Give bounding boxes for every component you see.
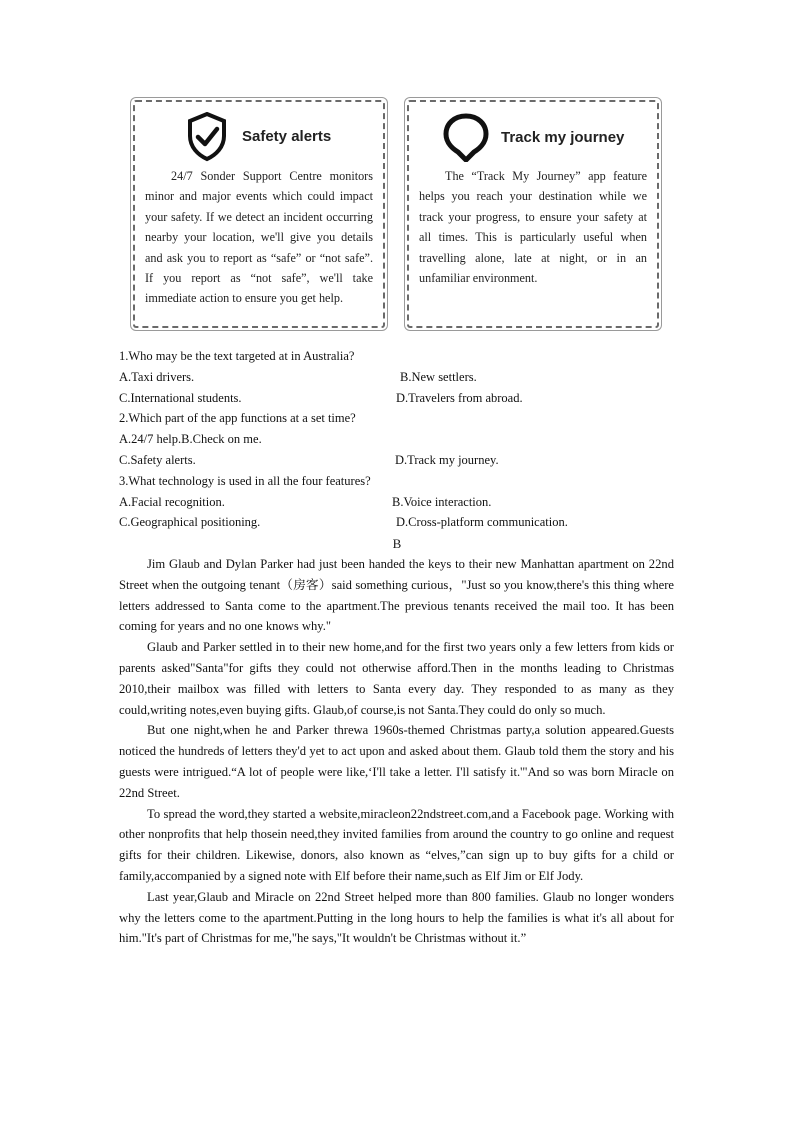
option-a: A.Taxi drivers. (119, 369, 195, 384)
map-pin-icon (441, 112, 491, 162)
safety-alerts-body (145, 166, 373, 309)
option-row (119, 367, 679, 388)
track-journey-title: Track my journey (501, 129, 625, 146)
question-stem: 2.Which part of the app functions at a set time? (119, 411, 356, 426)
passage-paragraph: Jim Glaub and Dylan Parker had just been handed the keys to their new Manhattan apartment on 22nd Street when the outgoing tenant（房客）said something curious，"Just so you know,there's this thing where letters addressed to Santa come to the apartment.The previous tenants received the mail too. It has been coming for years and no one knows why." (119, 557, 674, 634)
safety-alerts-text: 24/7 Sonder Support Centre monitors minor and major events which could impact your safety. If we detect an incident occurring nearby your location, we'll give you details and ask you to report as “safe” or “not safe”. If you report as “not safe”, we'll take immediate action to ensure you get help. (145, 169, 373, 306)
option-d: D.Cross-platform communication. (396, 515, 568, 530)
option-d: D.Travelers from abroad. (396, 390, 523, 405)
passage-paragraph: But one night,when he and Parker threwa 1960s-themed Christmas party,a solution appeared.Guests noticed the hundreds of letters they'd yet to act upon and asked about them. Glaub told them the story and his guests were intrigued.“A lot of people were like,‘I'll take a letter. I'll satisfy it.'"And so was born Miracle on 22nd Street. (119, 723, 674, 800)
passage-body (119, 554, 674, 949)
option-c: C.Geographical positioning. (119, 515, 261, 530)
question-stem: 1.Who may be the text targeted at in Australia? (119, 349, 355, 363)
option-row (119, 492, 679, 513)
track-journey-header (409, 112, 657, 162)
option-row (119, 388, 679, 409)
option-row (119, 429, 679, 450)
safety-alerts-card (133, 100, 385, 328)
passage-heading: B (392, 536, 402, 551)
option-d: D.Track my journey. (395, 452, 499, 467)
option-row (119, 450, 679, 471)
questions-section (119, 346, 679, 533)
passage-paragraph: Last year,Glaub and Miracle on 22nd Street helped more than 800 families. Glaub no longer wonders why the letters come to the apartment.Putting in the long hours to help the families is what it's all about for him."It's part of Christmas for me,"he says,"It wouldn't be Christmas without it.” (119, 889, 674, 946)
track-journey-card (407, 100, 659, 328)
option-c: C.Safety alerts. (119, 452, 196, 467)
passage-paragraph: Glaub and Parker settled in to their new home,and for the first two years only a few letters from kids or parents asked"Santa"for gifts they could not otherwise afford.Then in the months leading to Christmas 2010,their mailbox was filled with letters to Santa every day. They responded to as many as they could,writing notes,even buying gifts. Glaub,of course,is not Santa.They could do only so much. (119, 640, 674, 717)
option-a: A.Facial recognition. (119, 494, 225, 509)
track-journey-body (419, 166, 647, 288)
option-b: B.New settlers. (400, 369, 477, 384)
option-b: B.Voice interaction. (392, 494, 492, 509)
safety-alerts-header (135, 112, 383, 162)
safety-alerts-title: Safety alerts (242, 128, 332, 145)
option-a: A.24/7 help.B.Check on me. (119, 432, 262, 447)
passage-paragraph: To spread the word,they started a website,miracleon22ndstreet.com,and a Facebook page. Working with other nonprofits that help thosein need,they invited families from around the country to go online and request gifts for their children. Likewise, donors, also known as “elves,”can sign up to buy gifts for a child or family,accompanied by a signed note with Elf before their name,such as Elf Jim or Elf Jody. (119, 806, 674, 883)
option-row (119, 512, 679, 533)
shield-check-icon (187, 112, 227, 162)
option-c: C.International students. (119, 390, 242, 405)
track-journey-text: The “Track My Journey” app feature helps you reach your destination while we track your progress, to ensure your safety at all times. This is particularly useful when travelling alone, late at night, or in an unfamiliar environment. (419, 169, 647, 286)
question-stem: 3.What technology is used in all the four features? (119, 473, 371, 488)
